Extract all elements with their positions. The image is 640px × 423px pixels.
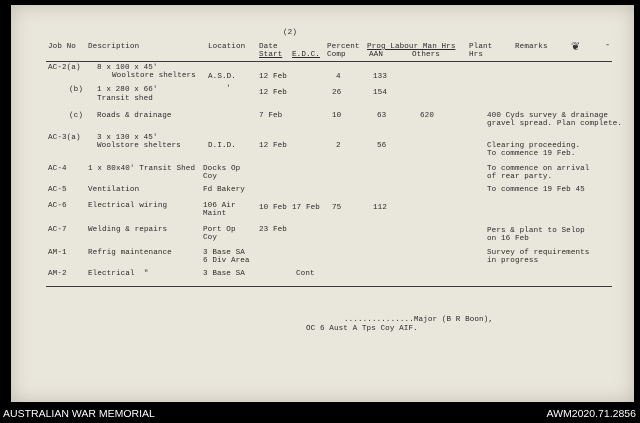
row-remarks-2: of rear party. <box>487 173 553 181</box>
row-remarks-2: gravel spread. Plan complete. <box>487 120 623 128</box>
signature-title: OC 6 Aust A Tps Coy AIF. <box>306 325 418 333</box>
row-remarks: Survey of requirements <box>487 249 590 257</box>
row-percent: 2 <box>336 142 341 150</box>
row-location-2: Coy <box>203 234 217 242</box>
row-job: AM-1 <box>48 249 67 257</box>
header-comp: Comp <box>327 51 346 59</box>
row-start: 10 Feb <box>259 204 287 212</box>
row-remarks: To commence 19 Feb 45 <box>487 186 585 194</box>
row-others: 620 <box>420 112 434 120</box>
row-location: A.S.D. <box>208 73 236 81</box>
header-job-no: Job No <box>48 43 76 51</box>
row-edc: 17 Feb <box>292 204 320 212</box>
punch-mark: ❦ <box>571 40 581 53</box>
row-location: ' <box>226 85 231 93</box>
row-job: AM-2 <box>48 270 67 278</box>
archive-reference: AWM2020.71.2856 <box>546 408 636 420</box>
row-start: 12 Feb <box>259 73 287 81</box>
header-plant: Plant <box>469 43 493 51</box>
row-aan: 63 <box>377 112 387 120</box>
header-location: Location <box>208 43 246 51</box>
footer-rule <box>46 286 612 287</box>
header-date: Date <box>259 43 278 51</box>
row-description: Refrig maintenance <box>88 249 172 257</box>
row-percent: 26 <box>332 89 342 97</box>
row-percent: 10 <box>332 112 342 120</box>
row-location-2: Coy <box>203 173 217 181</box>
row-description: Electrical wiring <box>88 202 168 210</box>
row-job: AC-4 <box>48 165 67 173</box>
row-location-2: 6 Div Area <box>203 257 250 265</box>
row-aan: 56 <box>377 142 387 150</box>
row-location: Fd Bakery <box>203 186 245 194</box>
row-location: Port Op <box>203 226 236 234</box>
row-description-2: Woolstore shelters <box>97 142 181 150</box>
row-job: AC-3(a) <box>48 134 81 142</box>
header-remarks: Remarks <box>515 43 548 51</box>
edge-mark: - <box>606 40 610 50</box>
row-job: (c) <box>69 112 83 120</box>
header-prog-labour: Prog Labour Man Hrs <box>367 43 456 51</box>
row-description: Electrical " <box>88 270 149 278</box>
row-location: 3 Base SA <box>203 249 245 257</box>
page-number: (2) <box>283 29 297 37</box>
row-percent: 4 <box>336 73 341 81</box>
row-job: AC-5 <box>48 186 67 194</box>
row-description: 3 x 130 x 45' <box>97 134 158 142</box>
row-description: 8 x 100 x 45' <box>97 64 158 72</box>
row-aan: 154 <box>373 89 387 97</box>
row-location-2: Maint <box>203 210 227 218</box>
row-description: 1 x 80x40' Transit Shed <box>88 165 196 173</box>
row-description: Ventilation <box>88 186 140 194</box>
header-aan: AAN <box>369 51 383 59</box>
row-job: AC-2(a) <box>48 64 81 72</box>
row-remarks: Pers & plant to Selop <box>487 227 585 235</box>
row-edc: Cont <box>296 270 315 278</box>
row-location: 3 Base SA <box>203 270 245 278</box>
row-job: AC-6 <box>48 202 67 210</box>
row-description: 1 x 280 x 66' <box>97 86 158 94</box>
row-remarks: To commence on arrival <box>487 165 590 173</box>
header-start: Start <box>259 51 283 59</box>
row-job: (b) <box>69 86 83 94</box>
row-description: Roads & drainage <box>97 112 172 120</box>
archive-credit: AUSTRALIAN WAR MEMORIAL <box>3 408 155 420</box>
row-remarks: 400 Cyds survey & drainage <box>487 112 609 120</box>
row-start: 12 Feb <box>259 89 287 97</box>
row-remarks-2: in progress <box>487 257 539 265</box>
row-percent: 75 <box>332 204 342 212</box>
header-rule <box>46 61 612 62</box>
row-job: AC-7 <box>48 226 67 234</box>
header-percent: Percent <box>327 43 360 51</box>
row-description-2: Transit shed <box>97 95 153 103</box>
row-location: D.I.D. <box>208 142 236 150</box>
row-start: 23 Feb <box>259 226 287 234</box>
row-description: Welding & repairs <box>88 226 168 234</box>
row-description-2: Woolstore shelters <box>112 72 196 80</box>
row-remarks: Clearing proceeding. <box>487 142 581 150</box>
row-start: 12 Feb <box>259 142 287 150</box>
signature-line: ...............Major (B R Boon), <box>344 316 494 324</box>
row-remarks-2: on 16 Feb <box>487 235 529 243</box>
row-location: 106 Air <box>203 202 236 210</box>
row-location: Docks Op <box>203 165 241 173</box>
row-aan: 133 <box>373 73 387 81</box>
row-remarks-2: To commence 19 Feb. <box>487 150 576 158</box>
header-description: Description <box>88 43 140 51</box>
row-aan: 112 <box>373 204 387 212</box>
header-others: Others <box>412 51 440 59</box>
row-start: 7 Feb <box>259 112 283 120</box>
header-hrs: Hrs <box>469 51 483 59</box>
header-edc: E.D.C. <box>292 51 320 59</box>
